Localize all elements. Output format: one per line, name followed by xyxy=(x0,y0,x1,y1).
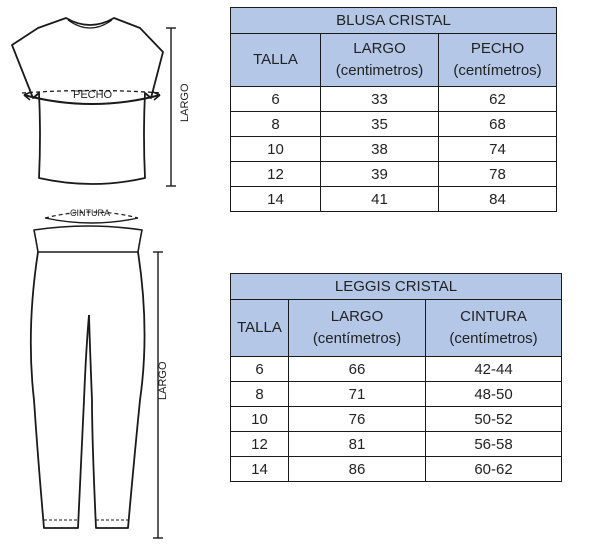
table-row xyxy=(231,357,562,382)
garment-illustrations xyxy=(0,0,225,545)
table-cell: 38 xyxy=(321,137,439,162)
table-cell: 74 xyxy=(439,137,557,162)
table-cell: 6 xyxy=(231,87,321,112)
blusa-title: BLUSA CRISTAL xyxy=(231,8,557,34)
table-cell: 14 xyxy=(231,457,289,482)
table-cell: 6 xyxy=(231,357,289,382)
table-row xyxy=(231,407,562,432)
table-cell: 48-50 xyxy=(426,382,562,407)
leggings-drawing xyxy=(31,226,145,528)
shirt-length-label: LARGO xyxy=(179,83,191,122)
leggings-length-label: LARGO xyxy=(157,361,169,400)
table-row xyxy=(231,457,562,482)
table-cell: 12 xyxy=(231,432,289,457)
leggis-header-talla: TALLA xyxy=(231,300,289,357)
garment-drawing xyxy=(0,0,225,545)
table-row xyxy=(231,162,557,187)
table-row xyxy=(231,187,557,212)
table-cell: 12 xyxy=(231,162,321,187)
table-cell: 56-58 xyxy=(426,432,562,457)
table-cell: 41 xyxy=(321,187,439,212)
table-cell: 10 xyxy=(231,137,321,162)
table-cell: 33 xyxy=(321,87,439,112)
table-cell: 84 xyxy=(439,187,557,212)
table-row xyxy=(231,137,557,162)
table-cell: 39 xyxy=(321,162,439,187)
table-cell: 35 xyxy=(321,112,439,137)
table-cell: 8 xyxy=(231,382,289,407)
leggis-size-table xyxy=(230,273,562,482)
blusa-header-largo: LARGO (centimetros) xyxy=(321,34,439,87)
blusa-size-table xyxy=(230,7,557,212)
shirt-chest-label: PECHO xyxy=(73,89,113,101)
shirt-drawing xyxy=(12,18,163,184)
table-row xyxy=(231,432,562,457)
leggis-title: LEGGIS CRISTAL xyxy=(231,274,562,300)
shirt-length-bracket xyxy=(166,28,176,186)
table-cell: 76 xyxy=(289,407,426,432)
table-cell: 42-44 xyxy=(426,357,562,382)
leggis-header-largo: LARGO (centímetros) xyxy=(289,300,426,357)
table-cell: 66 xyxy=(289,357,426,382)
table-row xyxy=(231,87,557,112)
blusa-header-talla: TALLA xyxy=(231,34,321,87)
table-cell: 62 xyxy=(439,87,557,112)
leggis-header-cintura: CINTURA (centímetros) xyxy=(426,300,562,357)
table-cell: 78 xyxy=(439,162,557,187)
table-cell: 10 xyxy=(231,407,289,432)
table-cell: 81 xyxy=(289,432,426,457)
table-row xyxy=(231,112,557,137)
table-cell: 68 xyxy=(439,112,557,137)
blusa-header-pecho: PECHO (centímetros) xyxy=(439,34,557,87)
table-cell: 14 xyxy=(231,187,321,212)
table-cell: 60-62 xyxy=(426,457,562,482)
table-cell: 71 xyxy=(289,382,426,407)
table-cell: 8 xyxy=(231,112,321,137)
waist-label: CINTURA xyxy=(70,208,110,218)
table-cell: 50-52 xyxy=(426,407,562,432)
table-cell: 86 xyxy=(289,457,426,482)
table-row xyxy=(231,382,562,407)
